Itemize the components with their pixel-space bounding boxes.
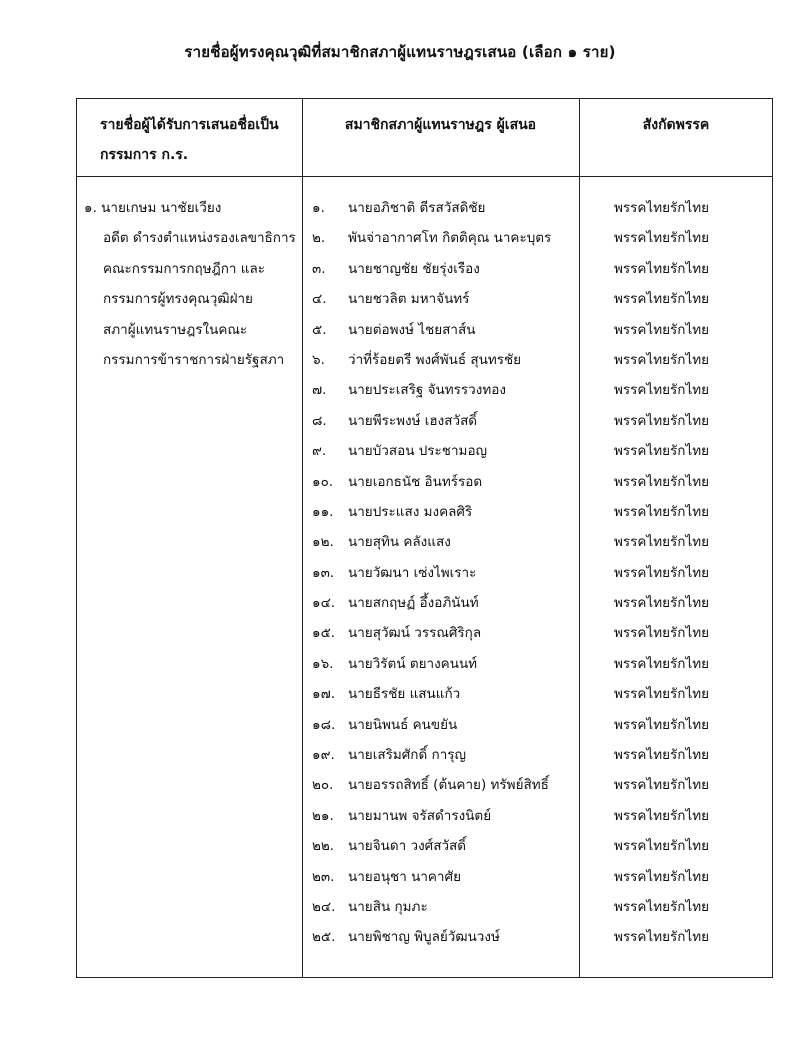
proposer-party: พรรคไทยรักไทย [614,716,710,733]
proposer-number: ๑๔. [312,595,336,612]
proposer-name: นายบัวสอน ประชามอญ [348,443,488,460]
proposer-name: นายชาญชัย ชัยรุ่งเรือง [348,260,480,277]
proposer-number: ๒๑. [312,807,334,824]
column-divider-1 [302,98,303,978]
nominee-detail-line: สภาผู้แทนราษฎรในคณะ [103,321,248,338]
proposer-number: ๒. [312,230,326,247]
proposer-name: นายอนุชา นาคาศัย [348,868,461,885]
proposer-name: ว่าที่ร้อยตรี พงศ์พันธ์ สุนทรชัย [348,351,522,368]
table-row [312,497,772,527]
proposer-party: พรรคไทยรักไทย [614,898,710,915]
proposer-party: พรรคไทยรักไทย [614,200,710,216]
nominee-detail-line: คณะกรรมการกฤษฎีกา และ [103,260,265,277]
nominee-detail-line: กรรมการผู้ทรงคุณวุฒิฝ่าย [103,291,253,308]
proposer-number: ๒๔. [312,898,336,915]
proposer-name: นายเสริมศักดิ์ การุญ [348,747,467,764]
nominee-detail-line: อดีต ดำรงตำแหน่งรองเลขาธิการ [103,230,296,247]
proposer-number: ๗. [312,382,327,399]
nominee-name: ๑. นายเกษม นาชัยเวียง [84,200,222,216]
proposer-name: นายวิรัตน์ ตยางคนนท์ [348,655,478,672]
table-row [312,922,772,952]
proposer-party: พรรคไทยรักไทย [614,443,710,460]
table-row [312,436,772,466]
proposer-number: ๑๕. [312,625,336,642]
proposer-number: ๑๓. [312,564,335,581]
header-nominee [100,110,300,170]
proposer-number: ๒๕. [312,929,336,946]
proposer-party: พรรคไทยรักไทย [614,321,710,338]
table-row [312,467,772,497]
table-row [312,406,772,436]
header-nominee-line2: กรรมการ ก.ร. [100,147,189,163]
proposer-party: พรรคไทยรักไทย [614,412,710,429]
table-row [312,649,772,679]
proposer-name: นายสุทิน คลังแสง [348,534,451,551]
proposer-party: พรรคไทยรักไทย [614,777,710,794]
header-divider [76,176,773,177]
table-row [312,831,772,861]
proposer-number: ๑๒. [312,534,334,551]
table-row [312,223,772,253]
table-row [312,801,772,831]
table-row [312,679,772,709]
proposer-party: พรรคไทยรักไทย [614,230,710,247]
proposer-name: นายพิชาญ พิบูลย์วัฒนวงษ์ [348,929,500,946]
proposer-name: พันจ่าอากาศโท กิตติคุณ นาคะบุตร [348,230,552,247]
proposer-number: ๑๗. [312,686,336,703]
table-row [312,740,772,770]
proposer-party: พรรคไทยรักไทย [614,868,710,885]
proposer-name: นายวัฒนา เซ่งไพเราะ [348,564,477,581]
proposer-name: นายเอกธนัช อินทร์รอด [348,473,483,490]
nominee-detail-line: กรรมการข้าราชการฝ่ายรัฐสภา [103,352,285,369]
proposer-party: พรรคไทยรักไทย [614,747,710,764]
proposer-name: นายสิน กุมภะ [348,898,428,915]
document-title: รายชื่อผู้ทรงคุณวุฒิที่สมาชิกสภาผู้แทนราษฎรเสนอ (เลือก ๑ ราย) [184,43,616,61]
table-row [312,588,772,618]
proposer-party: พรรคไทยรักไทย [614,929,710,946]
table-row [312,892,772,922]
proposer-number: ๘. [312,412,327,429]
proposer-party: พรรคไทยรักไทย [614,807,710,824]
proposer-number: ๖. [312,351,325,368]
proposer-name: นายนิพนธ์ คนขยัน [348,716,458,733]
proposer-list [312,193,772,953]
proposer-party: พรรคไทยรักไทย [614,625,710,642]
table-row [312,375,772,405]
proposer-name: นายอรรถสิทธิ์ (ต้นคาย) ทรัพย์สิทธิ์ [348,777,549,794]
table-row [312,558,772,588]
proposer-party: พรรคไทยรักไทย [614,351,710,368]
nominee-cell [84,193,299,375]
proposer-name: นายสกฤษฏ์ อึ้งอภินันท์ [348,595,479,612]
header-party: สังกัดพรรค [642,117,710,133]
proposer-party: พรรคไทยรักไทย [614,595,710,612]
proposer-party: พรรคไทยรักไทย [614,838,710,855]
proposer-number: ๑๑. [312,503,334,520]
proposer-number: ๓. [312,260,326,277]
proposer-party: พรรคไทยรักไทย [614,534,710,551]
proposer-name: นายมานพ จรัสดำรงนิตย์ [348,807,492,824]
header-proposer: สมาชิกสภาผู้แทนราษฎร ผู้เสนอ [344,117,537,133]
proposer-name: นายชวลิต มหาจันทร์ [348,291,470,308]
table-row [312,254,772,284]
proposer-name: นายธีรชัย แสนแก้ว [348,686,461,703]
proposer-name: นายพีระพงษ์ เฮงสวัสดิ์ [348,412,478,429]
proposer-party: พรรคไทยรักไทย [614,260,710,277]
table-row [312,527,772,557]
table-row [312,710,772,740]
table-row [312,618,772,648]
proposer-number: ๒๒. [312,838,335,855]
proposer-name: นายจินดา วงศ์สวัสดิ์ [348,838,467,855]
table-row [312,284,772,314]
header-nominee-line1: รายชื่อผู้ได้รับการเสนอชื่อเป็น [100,117,279,133]
proposer-party: พรรคไทยรักไทย [614,655,710,672]
proposer-party: พรรคไทยรักไทย [614,291,710,308]
proposer-number: ๑๘. [312,716,336,733]
proposer-name: นายต่อพงษ์ ไชยสาส์น [348,321,476,338]
proposer-name: นายประแสง มงคลศิริ [348,503,473,520]
proposer-party: พรรคไทยรักไทย [614,382,710,399]
proposer-number: ๔. [312,291,327,308]
table-row [312,193,772,223]
proposer-name: นายอภิชาติ ตีรสวัสดิชัย [348,200,486,216]
proposer-party: พรรคไทยรักไทย [614,503,710,520]
proposer-number: ๒๓. [312,868,335,885]
proposer-number: ๒๐. [312,777,334,794]
table-row [312,770,772,800]
proposer-party: พรรคไทยรักไทย [614,686,710,703]
proposer-name: นายประเสริฐ จันทรรวงทอง [348,382,506,399]
proposer-number: ๑๖. [312,655,334,672]
table-row [312,862,772,892]
proposer-number: ๑. [312,200,325,216]
proposer-number: ๕. [312,321,327,338]
proposer-name: นายสุวัฒน์ วรรณศิริกุล [348,625,482,642]
proposer-number: ๑๐. [312,473,334,490]
proposer-party: พรรคไทยรักไทย [614,473,710,490]
proposer-number: ๙. [312,443,327,460]
table-row [312,345,772,375]
proposer-party: พรรคไทยรักไทย [614,564,710,581]
proposer-number: ๑๙. [312,747,335,764]
table-row [312,315,772,345]
